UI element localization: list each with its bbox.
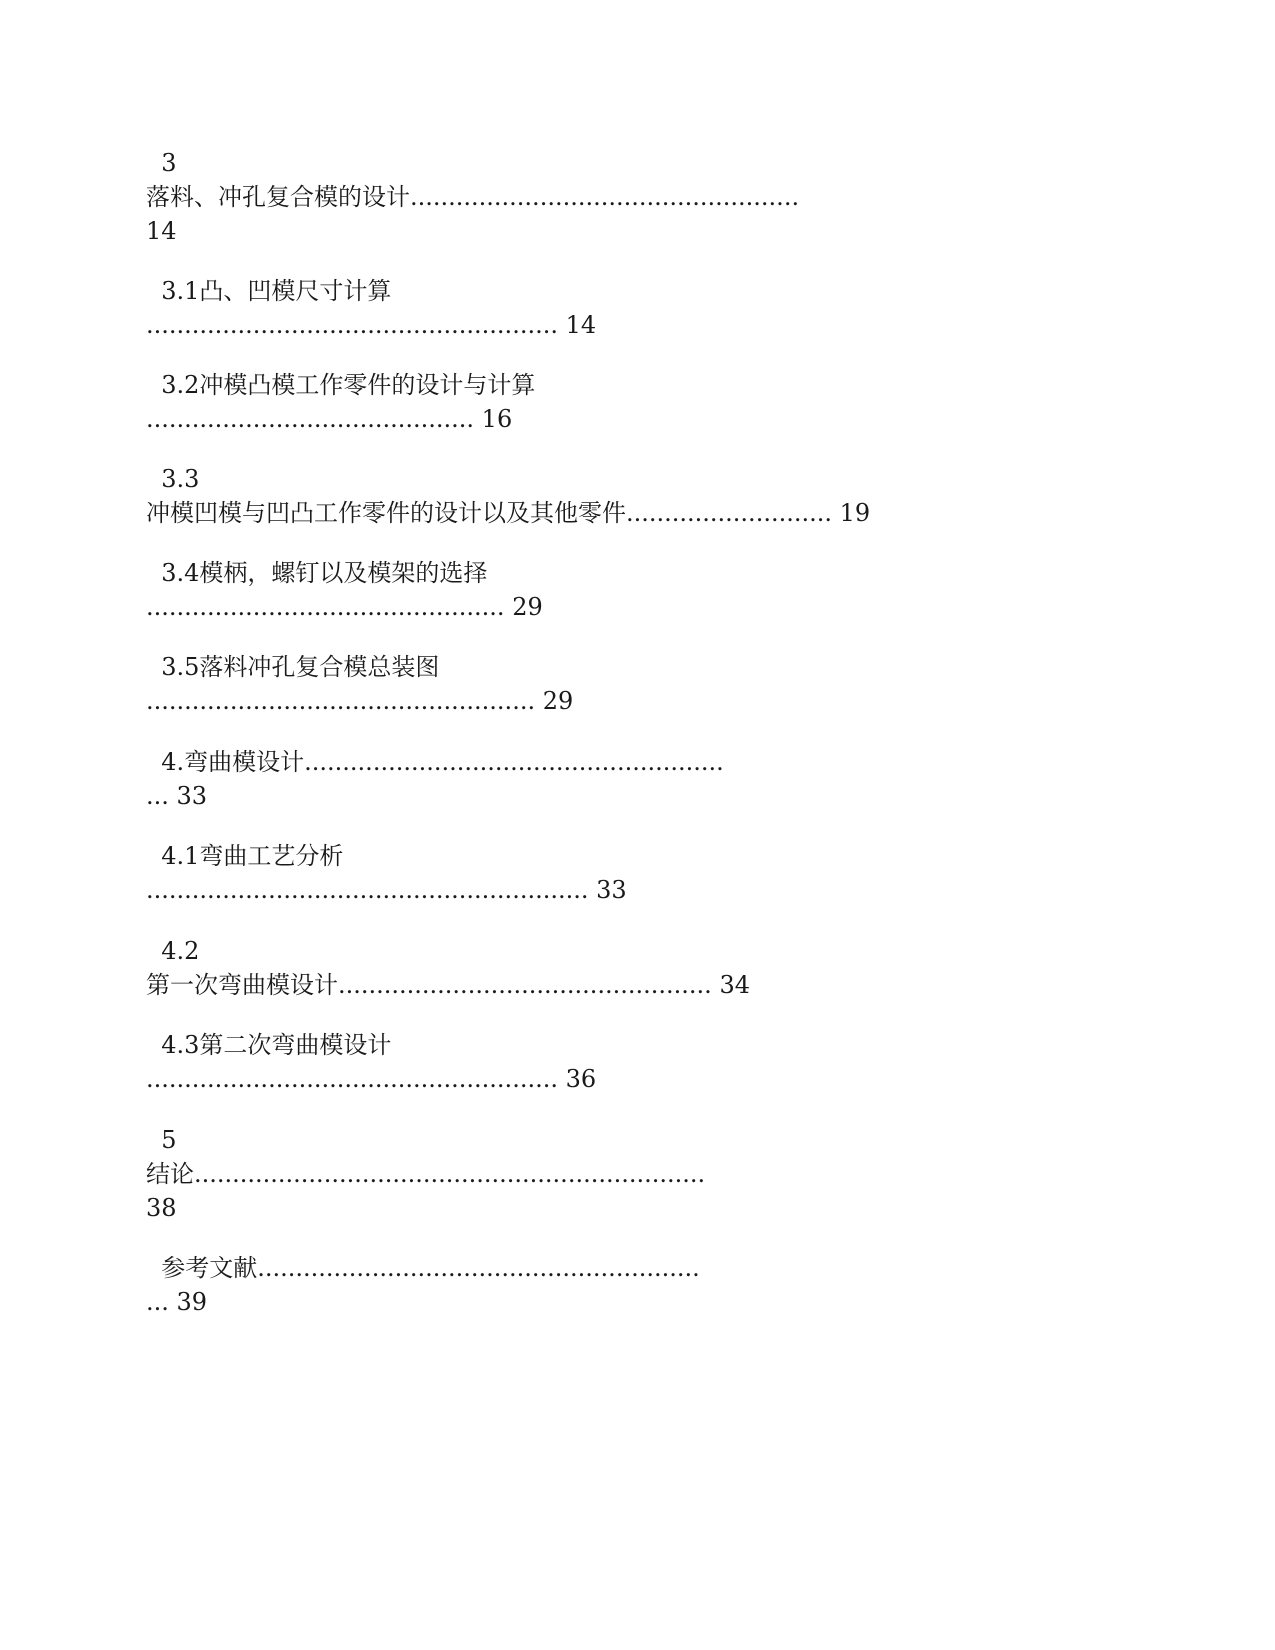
toc-entry-4-1-leader: .......................................................... 33: [146, 876, 627, 904]
toc-entry-5-number: 5: [146, 1126, 177, 1154]
toc-entry-3-title: 落料、冲孔复合模的设计...................................................: [146, 183, 800, 211]
toc-entry-5-title: 结论...................................................................: [146, 1160, 706, 1188]
toc-entry-3-1-title: 3.1凸、凹模尺寸计算: [146, 277, 392, 305]
toc-entry-4-2-title: 第一次弯曲模设计................................................. 34: [146, 971, 750, 999]
toc-entry-3-5-leader: ................................................... 29: [146, 687, 574, 715]
toc-entry-4-title: 4.弯曲模设计.......................................................: [146, 748, 724, 776]
toc-entry-3-1-leader: ...................................................... 14: [146, 311, 597, 339]
toc-entry-3-3-number: 3.3: [146, 465, 200, 493]
toc-entry-5-page: 38: [146, 1194, 177, 1222]
toc-entry-3-3-title: 冲模凹模与凹凸工作零件的设计以及其他零件........................... 19: [146, 499, 871, 527]
toc-entry-3-2-leader: ........................................... 16: [146, 405, 513, 433]
toc-entry-4-2-number: 4.2: [146, 937, 200, 965]
toc-entry-3-page: 14: [146, 217, 177, 245]
toc-entry-3-number: 3: [146, 149, 177, 177]
toc-entry-references-title: 参考文献..........................................................: [146, 1254, 700, 1282]
toc-entry-3-5-title: 3.5落料冲孔复合模总装图: [146, 653, 440, 681]
toc-entry-3-4-leader: ............................................... 29: [146, 593, 543, 621]
toc-entry-3-2-title: 3.2冲模凸模工作零件的设计与计算: [146, 371, 536, 399]
toc-entry-4-3-title: 4.3第二次弯曲模设计: [146, 1031, 392, 1059]
toc-entry-3-4-title: 3.4模柄，螺钉以及模架的选择: [146, 559, 488, 587]
toc-entry-4-1-title: 4.1弯曲工艺分析: [146, 842, 344, 870]
toc-entry-4-leader: ... 33: [146, 782, 208, 810]
toc-entry-references-leader: ... 39: [146, 1288, 208, 1316]
toc-entry-4-3-leader: ...................................................... 36: [146, 1065, 597, 1093]
